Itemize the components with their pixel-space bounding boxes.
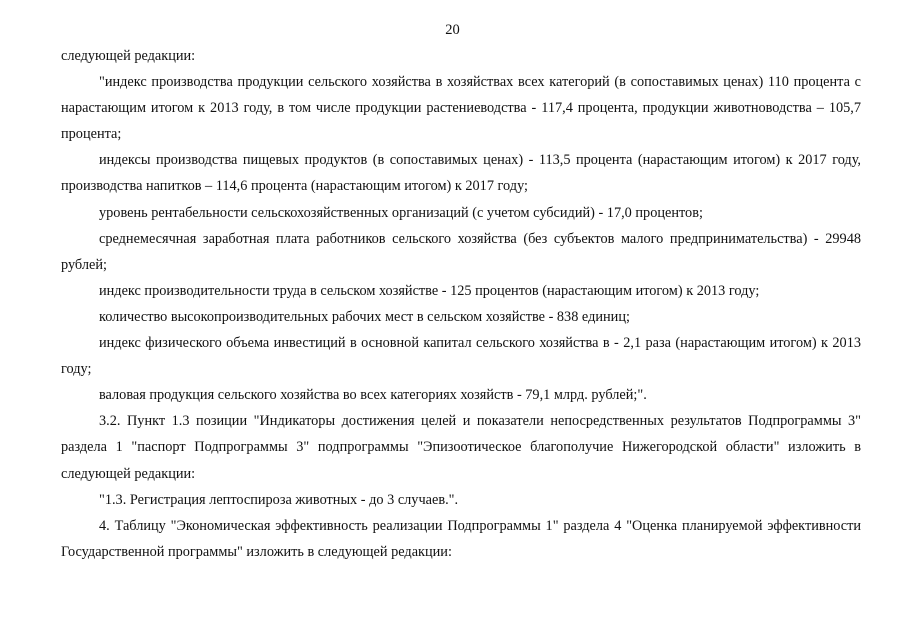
paragraph-edition-intro: следующей редакции:: [61, 48, 196, 64]
paragraph-gross-output: валовая продукция сельского хозяйства во всех категориях хозяйств - 79,1 млрд. рублей;".: [99, 387, 647, 404]
paragraph-profitability: уровень рентабельности сельскохозяйственных организаций (с учетом субсидий) - 17,0 процентов;: [99, 204, 703, 221]
paragraph-investment-index: индекс физического объема инвестиций в основной капитал сельского хозяйства в - 2,1 раза (нарастающим итогом) к 2013 году;: [61, 335, 861, 378]
paragraph-clause-4: 4. Таблицу "Экономическая эффективность реализации Подпрограммы 1" раздела 4 "Оценка планируемой эффективности Государственной программы" изложить в следующей редакции:: [61, 517, 861, 560]
paragraph-labor-productivity: индекс производительности труда в сельском хозяйстве - 125 процентов (нарастающим итогом) к 2013 году;: [99, 282, 760, 299]
paragraph-agri-production-index: "индекс производства продукции сельского хозяйства в хозяйствах всех категорий (в сопоставимых ценах) 110 процента с нарастающим итогом к 2013 году, в том числе продукции растениеводства - 117,4 процента, продукции животноводства – 105,7 процента;: [61, 74, 861, 143]
document-body: [61, 43, 861, 565]
paragraph-food-production-index: индексы производства пищевых продуктов (в сопоставимых ценах) - 113,5 процента (нарастающим итогом) к 2017 году, производства напитков – 114,6 процента (нарастающим итогом) к 2017 году;: [61, 152, 861, 195]
paragraph-average-salary: среднемесячная заработная плата работников сельского хозяйства (без субъектов малого предпринимательства) - 29948 рублей;: [61, 230, 861, 273]
page-number: 20: [445, 22, 460, 38]
paragraph-high-performance-jobs: количество высокопроизводительных рабочих мест в сельском хозяйстве - 838 единиц;: [99, 308, 630, 325]
paragraph-leptospirosis: "1.3. Регистрация лептоспироза животных - до 3 случаев.".: [99, 491, 459, 508]
paragraph-clause-3-2: 3.2. Пункт 1.3 позиции "Индикаторы достижения целей и показатели непосредственных результатов Подпрограммы 3" раздела 1 "паспорт Подпрограммы 3" подпрограммы "Эпизоотическое благополучие Нижегородской области" изложить в следующей редакции:: [61, 413, 861, 482]
